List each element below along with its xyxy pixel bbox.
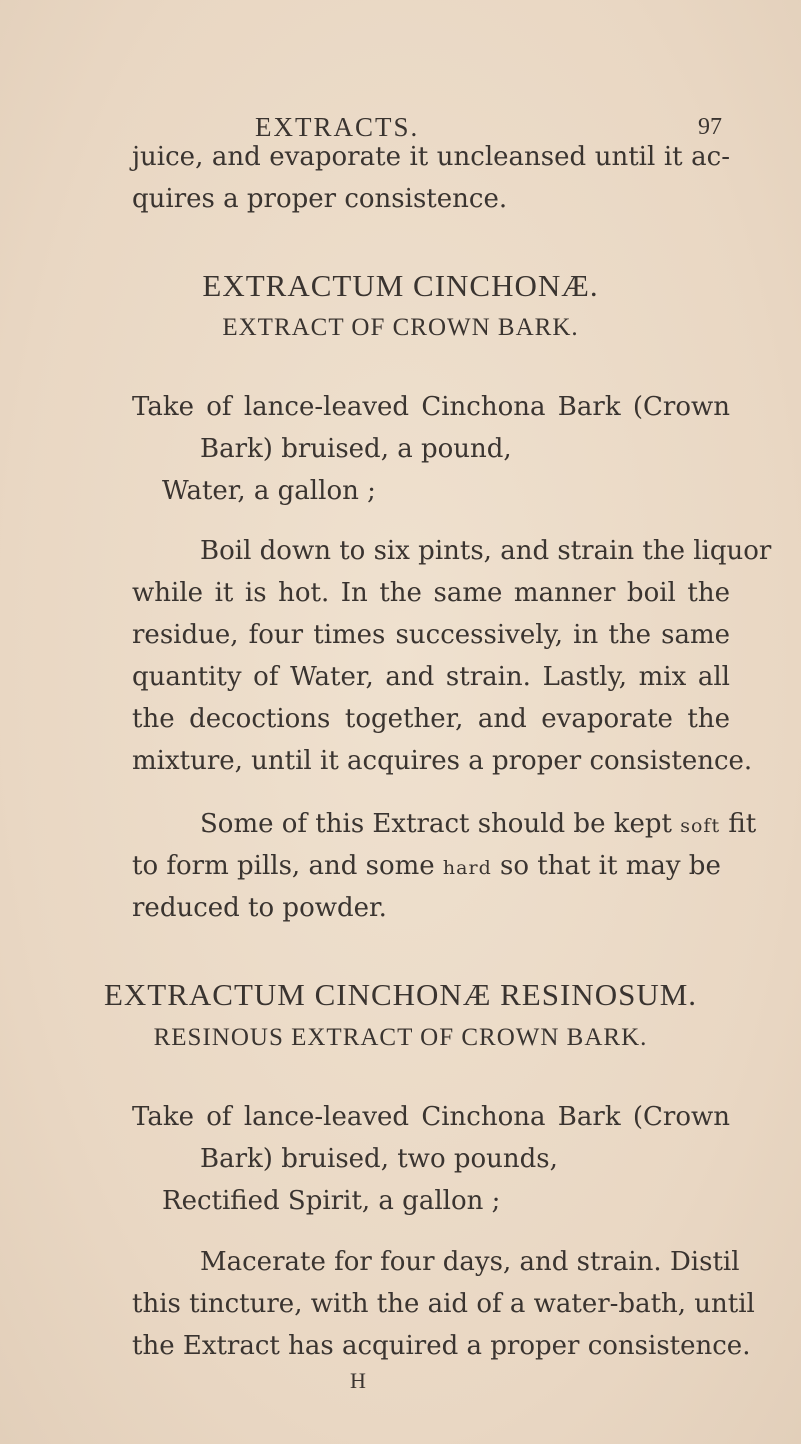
body-line: the Extract has acquired a proper consistence.	[132, 1331, 751, 1361]
running-head	[0, 100, 801, 140]
recipe-line: Bark) bruised, a pound,	[200, 434, 512, 464]
body-line: mixture, until it acquires a proper consistence.	[132, 746, 753, 776]
body-line: residue, four times successively, in the same	[132, 620, 730, 650]
body-line: reduced to powder.	[132, 893, 387, 923]
body-line: while it is hot. In the same manner boil the	[132, 578, 730, 608]
body-line: juice, and evaporate it uncleansed until it ac-	[132, 142, 730, 172]
recipe-line: Water, a gallon ;	[162, 476, 376, 506]
body-line: Some of this Extract should be kept soft fit	[200, 809, 757, 839]
section-heading-english: EXTRACT OF CROWN BARK.	[222, 314, 579, 341]
recipe-line: Take of lance-leaved Cinchona Bark (Crown	[132, 392, 730, 422]
section-heading-latin: EXTRACTUM CINCHONÆ RESINOSUM.	[103, 977, 698, 1012]
recipe-line: Bark) bruised, two pounds,	[200, 1144, 558, 1174]
body-line: the decoctions together, and evaporate the	[132, 704, 730, 734]
section-heading-english: RESINOUS EXTRACT OF CROWN BARK.	[153, 1024, 648, 1051]
body-line: this tincture, with the aid of a water-bath, until	[132, 1289, 755, 1319]
recipe-line: Take of lance-leaved Cinchona Bark (Crown	[132, 1102, 730, 1132]
body-line: quantity of Water, and strain. Lastly, mix all	[132, 662, 730, 692]
section-heading-latin: EXTRACTUM CINCHONÆ.	[202, 268, 599, 303]
body-line: Macerate for four days, and strain. Distil	[200, 1247, 740, 1277]
running-head-title: EXTRACTS.	[255, 112, 420, 142]
body-line: Boil down to six pints, and strain the liquor	[200, 536, 772, 566]
small-caps-word: hard	[442, 857, 492, 879]
body-line: to form pills, and some hard so that it may be	[132, 851, 721, 881]
signature-mark: H	[350, 1368, 366, 1393]
recipe-line: Rectified Spirit, a gallon ;	[162, 1186, 501, 1216]
body-line: quires a proper consistence.	[132, 184, 508, 214]
small-caps-word: soft	[680, 815, 721, 837]
page-number: 97	[698, 114, 722, 140]
